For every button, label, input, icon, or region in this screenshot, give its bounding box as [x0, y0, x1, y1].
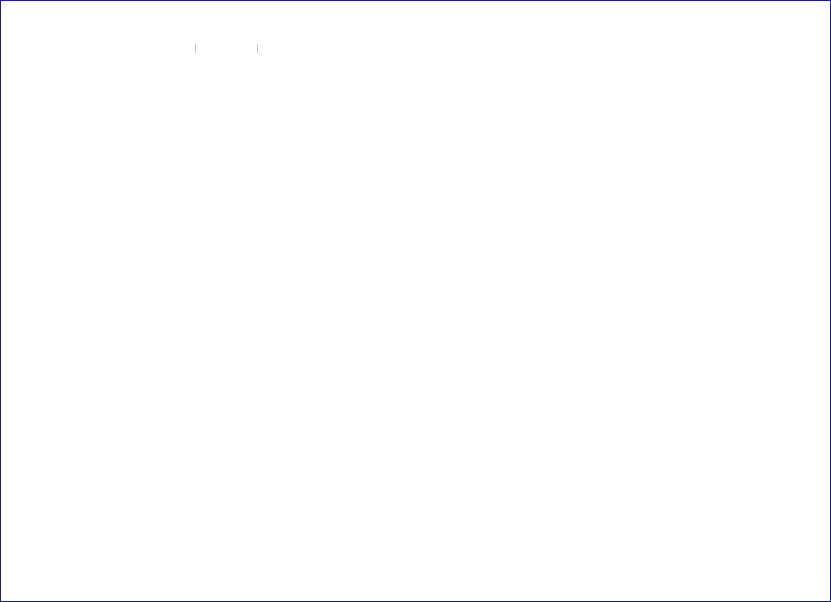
header-row-number	[2, 44, 831, 53]
header-group-hours	[258, 55, 698, 65]
header-row-respondents	[2, 55, 831, 65]
exhibit-label	[2, 2, 831, 12]
title-row	[2, 12, 831, 22]
header-number-of	[196, 44, 258, 53]
header-group-total	[698, 55, 831, 65]
exhibit-row	[2, 2, 831, 12]
table-title	[2, 12, 831, 22]
header-respondents	[196, 55, 258, 65]
